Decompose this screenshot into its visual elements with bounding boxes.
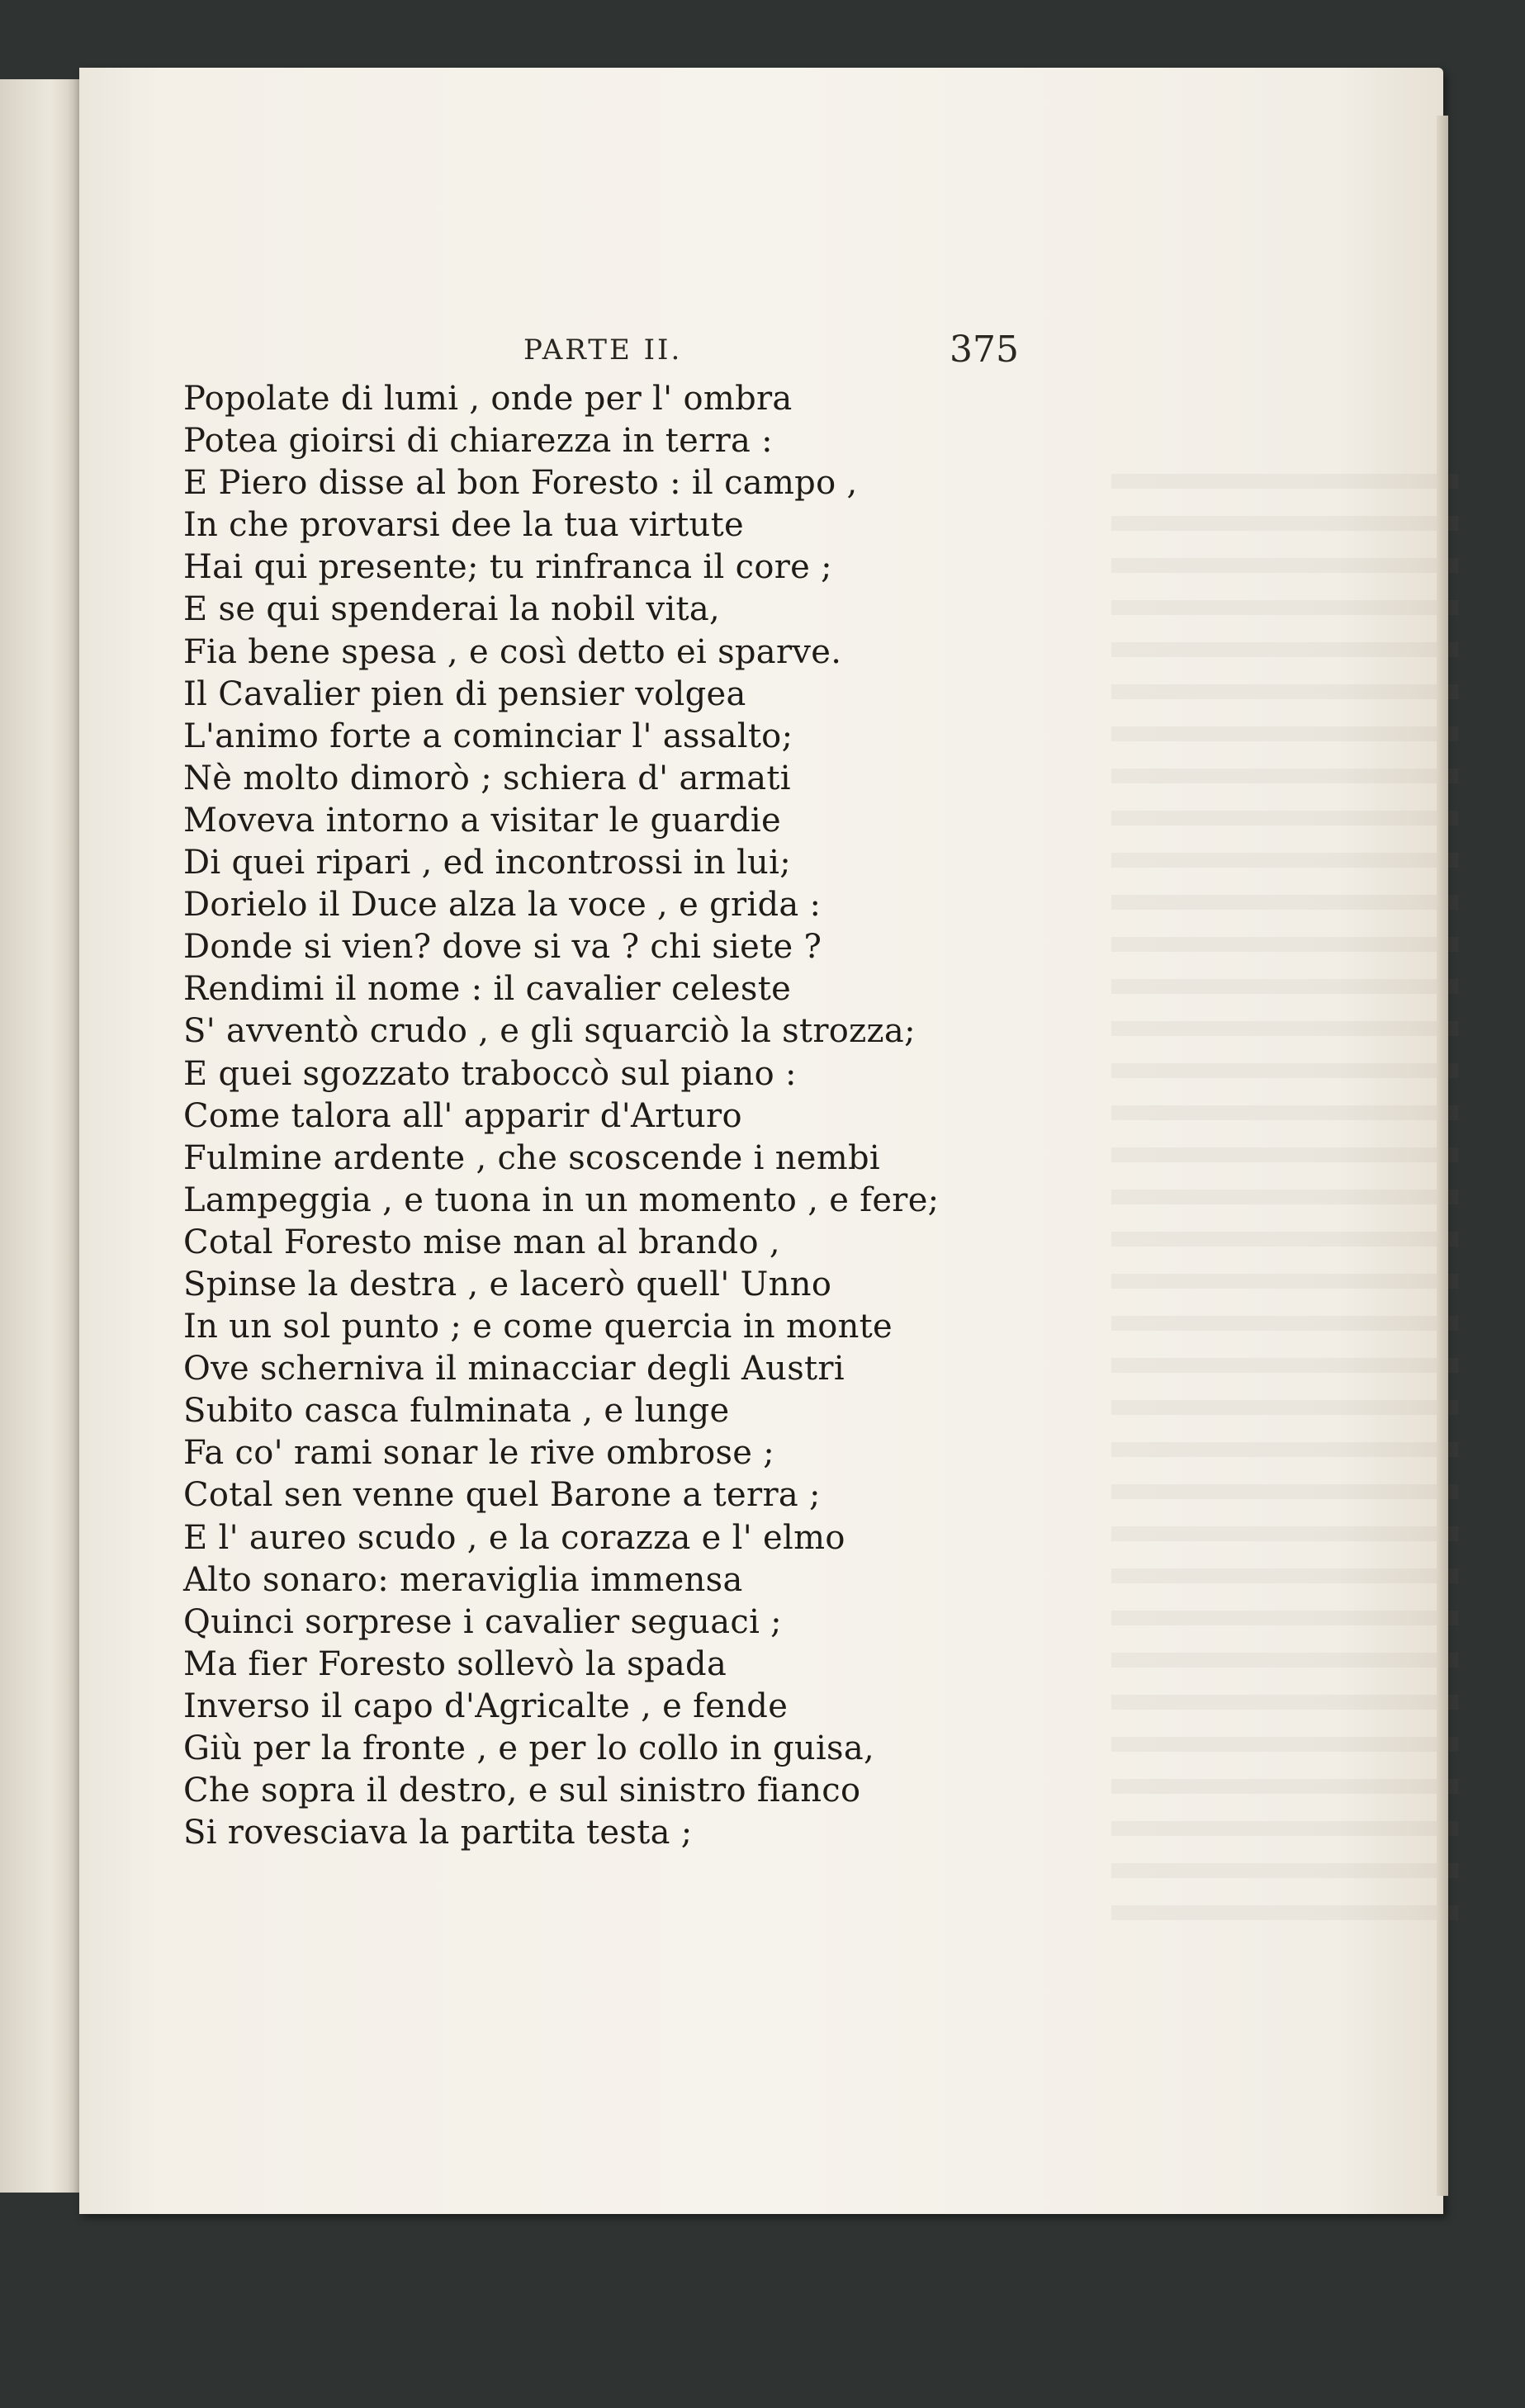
verse-line: Giù per la fronte , e per lo collo in guisa, bbox=[183, 1729, 875, 1767]
verse-line: Fa co' rami sonar le rive ombrose ; bbox=[183, 1434, 775, 1473]
verse-line: Che sopra il destro, e sul sinistro fianco bbox=[183, 1772, 861, 1810]
verse-line: Cotal Foresto mise man al brando , bbox=[183, 1223, 780, 1261]
verse-line: Cotal sen venne quel Barone a terra ; bbox=[183, 1476, 821, 1515]
verse-line: Dorielo il Duce alza la voce , e grida : bbox=[183, 886, 822, 925]
verse-line: Quinci sorprese i cavalier seguaci ; bbox=[183, 1602, 782, 1641]
verse-line: E se qui spenderai la nobil vita, bbox=[183, 590, 721, 629]
verse-line: Alto sonaro: meraviglia immensa bbox=[183, 1560, 743, 1599]
verse-line: In un sol punto ; e come quercia in monte bbox=[183, 1308, 893, 1346]
verse-line: Donde si vien? dove si va ? chi siete ? bbox=[183, 928, 822, 967]
verse-line: Di quei ripari , ed incontrossi in lui; bbox=[183, 844, 791, 882]
verse-line: Potea gioirsi di chiarezza in terra : bbox=[183, 422, 773, 461]
verse-line: Moveva intorno a visitar le guardie bbox=[183, 801, 781, 840]
page-number: 375 bbox=[950, 329, 1019, 371]
verse-line: Hai qui presente; tu rinfranca il core ; bbox=[183, 548, 832, 587]
running-head: PARTE II. bbox=[523, 334, 683, 367]
verse-line: Rendimi il nome : il cavalier celeste bbox=[183, 970, 792, 1009]
verse-line: Si rovesciava la partita testa ; bbox=[183, 1814, 693, 1852]
verse-line: Il Cavalier pien di pensier volgea bbox=[183, 674, 746, 713]
verse-block bbox=[183, 378, 1042, 1854]
verse-line: L'animo forte a cominciar l' assalto; bbox=[183, 717, 793, 755]
verse-line: In che provarsi dee la tua virtute bbox=[183, 506, 744, 545]
verse-line: Subito casca fulminata , e lunge bbox=[183, 1392, 730, 1431]
verse-line: E Piero disse al bon Foresto : il campo , bbox=[183, 464, 858, 503]
verse-line: Come talora all' apparir d'Arturo bbox=[183, 1096, 742, 1135]
verse-line: Fulmine ardente , che scoscende i nembi bbox=[183, 1138, 880, 1177]
verse-line: Inverso il capo d'Agricalte , e fende bbox=[183, 1687, 789, 1725]
bleed-through-text bbox=[1111, 456, 1458, 1925]
verse-line: Ove scherniva il minacciar degli Austri bbox=[183, 1350, 845, 1389]
verse-line: Nè molto dimorò ; schiera d' armati bbox=[183, 759, 791, 797]
page-stack-edge bbox=[1437, 116, 1448, 2196]
verse-line: E quei sgozzato traboccò sul piano : bbox=[183, 1054, 797, 1093]
verse-line: Popolate di lumi , onde per l' ombra bbox=[183, 380, 793, 418]
verse-line: Spinse la destra , e lacerò quell' Unno bbox=[183, 1265, 832, 1303]
verse-line: E l' aureo scudo , e la corazza e l' elmo bbox=[183, 1518, 845, 1557]
verse-line: Lampeggia , e tuona in un momento , e fere; bbox=[183, 1180, 940, 1219]
verse-line: Ma fier Foresto sollevò la spada bbox=[183, 1644, 727, 1683]
verse-line: Fia bene spesa , e così detto ei sparve. bbox=[183, 632, 842, 671]
verse-line: S' avventò crudo , e gli squarciò la strozza; bbox=[183, 1012, 916, 1051]
